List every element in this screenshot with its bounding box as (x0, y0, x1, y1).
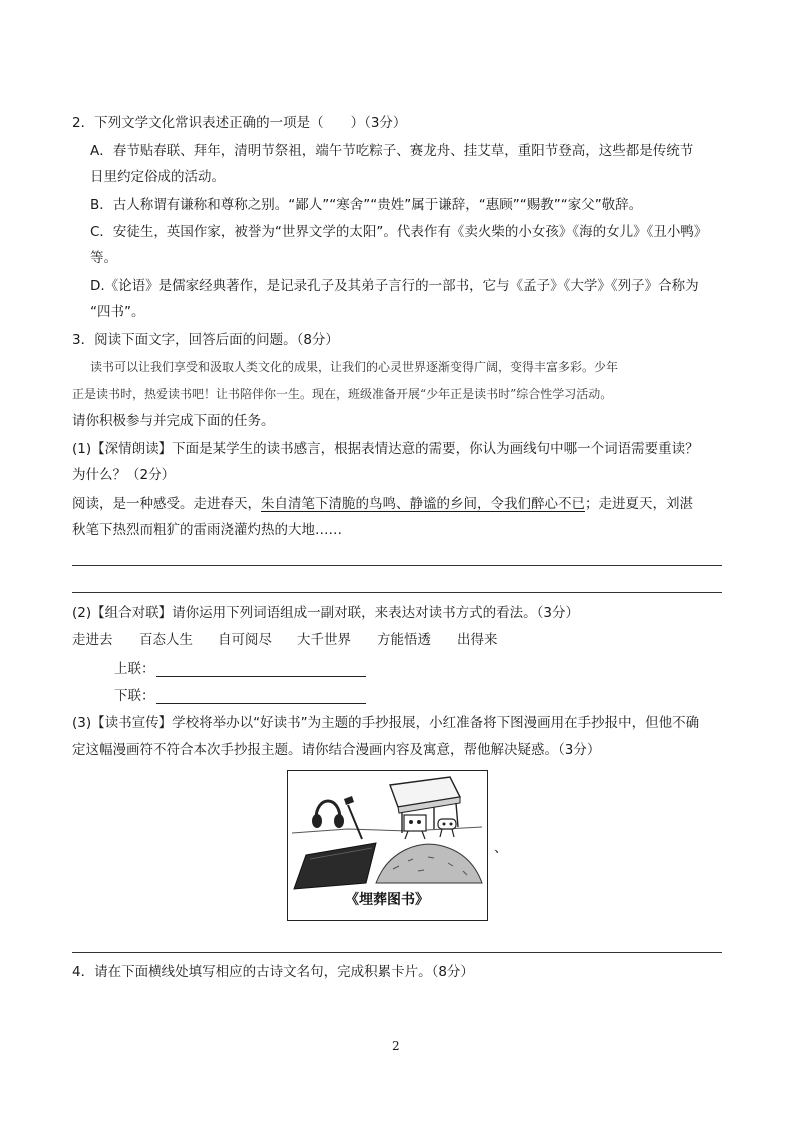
comic-image (287, 770, 488, 921)
q4-stem: 4．请在下面横线处填写相应的古诗文名句，完成积累卡片。（8分） (72, 964, 474, 980)
answer-line-2[interactable] (72, 592, 722, 593)
page-number: 2 (392, 1039, 400, 1053)
q3-passage-line1: 读书可以让我们享受和汲取人类文化的成果，让我们的心灵世界逐渐变得广阔，变得丰富多彩。少年 (90, 360, 619, 374)
lower-couplet-blank[interactable] (156, 703, 366, 704)
q2-option-c-line2: 等。 (90, 250, 117, 266)
q3-sub3-stem-line1: (3)【读书宣传】学校将举办以“好读书”为主题的手抄报展，小红准备将下图漫画用在手抄报中，但他不确 (72, 715, 700, 731)
word-item: 出得来 (457, 632, 498, 648)
q3-sub1-quote-line2: 秋笔下热烈而粗犷的雷雨浇灌灼热的大地…… (72, 522, 342, 538)
q2-option-b: B．古人称谓有谦称和尊称之别。“鄙人”“寒舍”“贵姓”属于谦辞，“惠顾”“赐教”“家父”敬辞。 (90, 197, 643, 213)
quote-tail: ；走进夏天，刘湛 (585, 496, 693, 512)
q2-option-d-line2: “四书”。 (90, 304, 145, 320)
q3-stem: 3．阅读下面文字，回答后面的问题。（8分） (72, 332, 339, 348)
quote-lead: 阅读，是一种感受。走进春天， (72, 496, 261, 512)
q3-sub2-stem: (2)【组合对联】请你运用下列词语组成一副对联，来表达对读书方式的看法。（3分） (72, 605, 579, 621)
q2-stem: 2．下列文学文化常识表述正确的一项是（ ）（3分） (72, 115, 407, 131)
stray-mark: 、 (494, 840, 508, 856)
q2-option-c-line1: C．安徒生，英国作家，被誉为“世界文学的太阳”。代表作有《卖火柴的小女孩》《海的女儿》《丑小鸭》 (90, 224, 708, 240)
comic-caption: 《埋葬图书》 (345, 892, 429, 908)
q2-option-a-line1: A．春节贴春联、拜年，清明节祭祖，端午节吃粽子、赛龙舟、挂艾草，重阳节登高，这些都是传统节 (90, 143, 694, 159)
lower-couplet-label: 下联： (114, 688, 155, 704)
q3-task-intro: 请你积极参与并完成下面的任务。 (72, 413, 275, 429)
word-item: 自可阅尽 (218, 632, 272, 648)
underlined-sentence: 朱自清笔下清脆的鸟鸣、静谧的乡间，令我们醉心不已 (261, 496, 585, 512)
q3-sub3-stem-line2: 定这幅漫画符不符合本次手抄报主题。请你结合漫画内容及寓意，帮他解决疑惑。（3分） (72, 742, 601, 758)
q3-passage-line2: 正是读书时，热爱读书吧！让书陪伴你一生。现在，班级准备开展“少年正是读书时”综合性学习活动。 (72, 387, 613, 401)
answer-line-1[interactable] (72, 565, 722, 566)
upper-couplet-label: 上联： (114, 661, 155, 677)
word-item: 百态人生 (139, 632, 193, 648)
q3-sub1-stem-line1: (1)【深情朗读】下面是某学生的读书感言，根据表情达意的需要，你认为画线句中哪一个词语需要重读？ (72, 441, 699, 457)
q3-sub1-stem-line2: 为什么？（2分） (72, 467, 176, 483)
q2-option-a-line2: 日里约定俗成的活动。 (90, 169, 225, 185)
q2-option-d-line1: D.《论语》是儒家经典著作，是记录孔子及其弟子言行的一部书，它与《孟子》《大学》《列子》合称为 (90, 278, 699, 294)
upper-couplet-blank[interactable] (156, 676, 366, 677)
word-item: 方能悟透 (377, 632, 431, 648)
word-item: 大千世界 (297, 632, 351, 648)
answer-line-3[interactable] (72, 952, 722, 953)
word-item: 走进去 (72, 632, 113, 648)
q3-sub1-quote-line1 (72, 494, 693, 514)
